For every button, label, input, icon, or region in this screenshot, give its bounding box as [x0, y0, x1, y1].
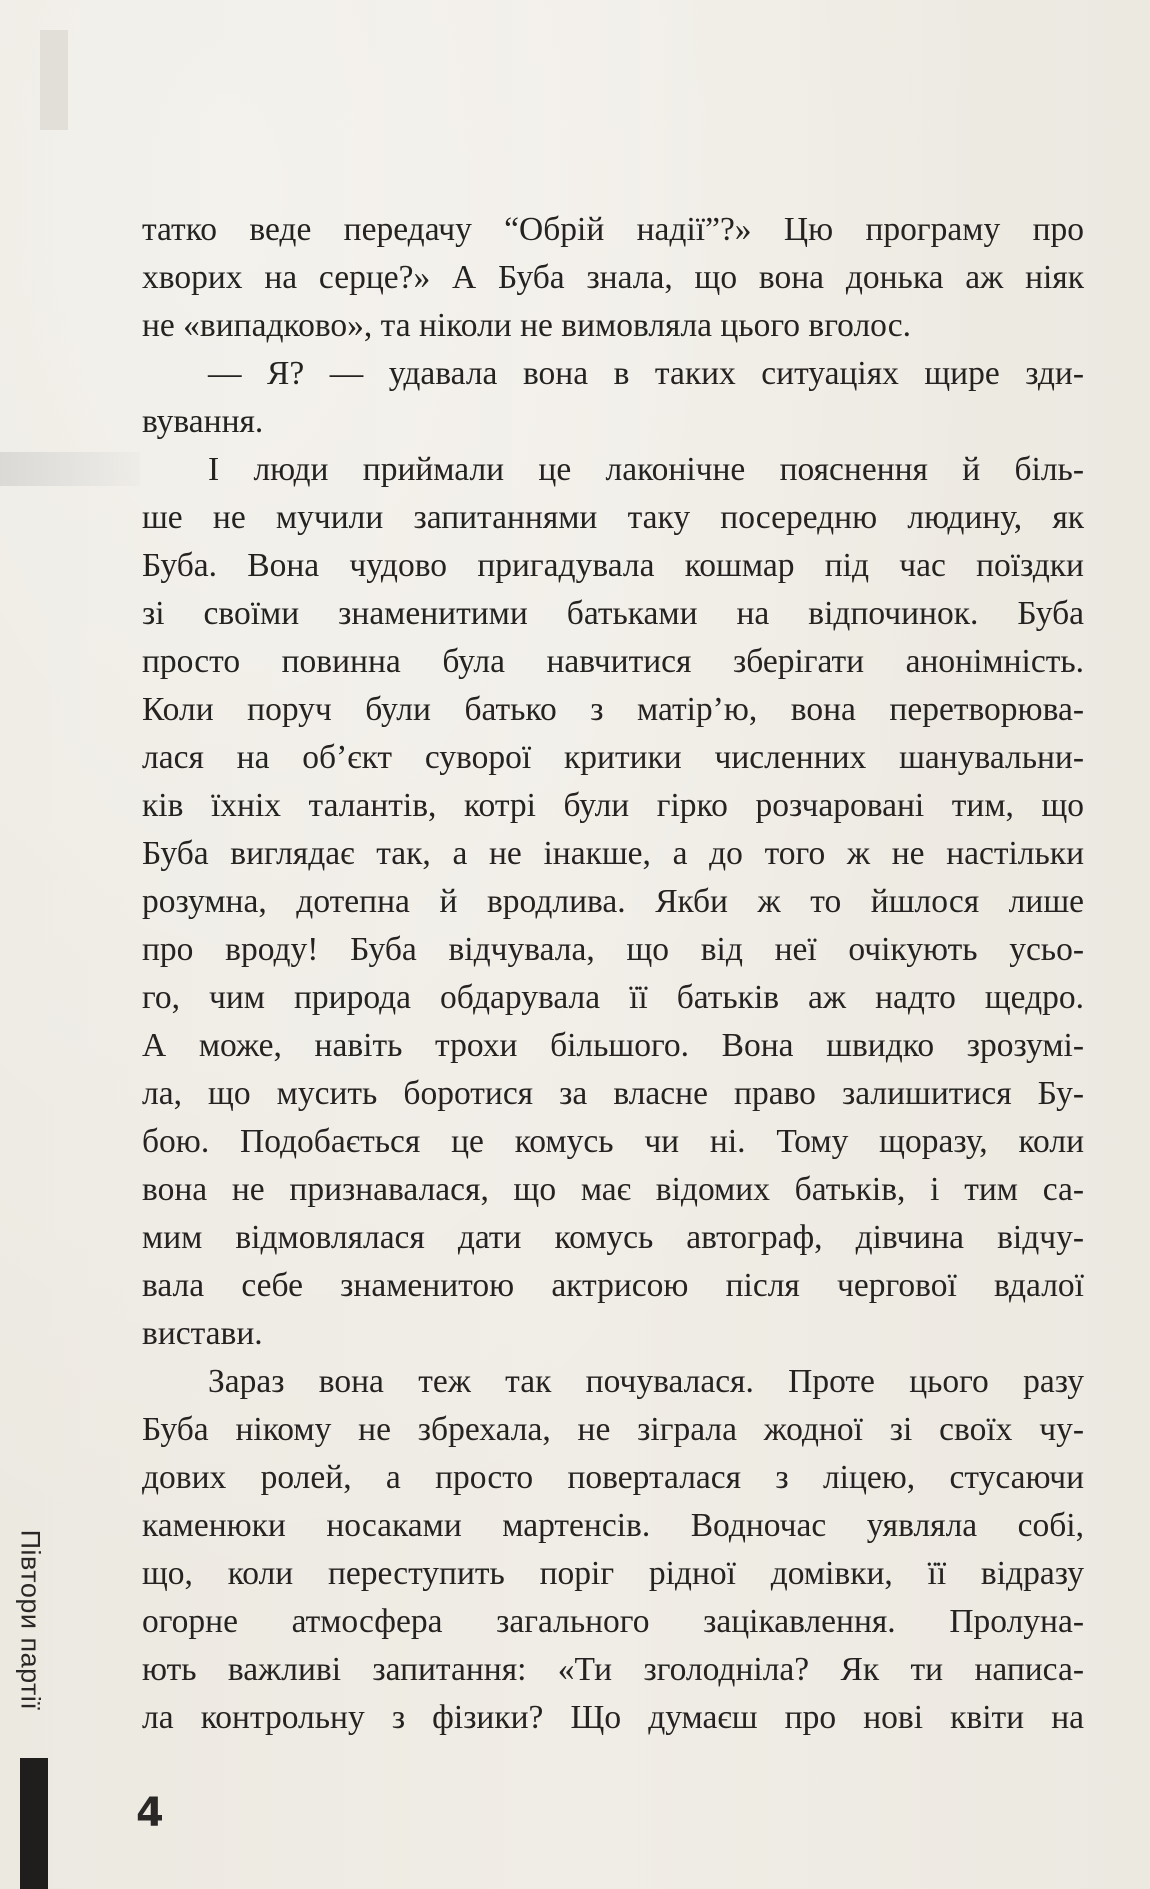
text-line: Буба виглядає так, а не інакше, а до того ж не настільки	[142, 835, 1084, 872]
text-line: вона не признавалася, що має відомих батьків, і тим са-	[142, 1171, 1084, 1208]
show-through-mark	[40, 30, 68, 130]
text-line: хворих на серце?» А Буба знала, що вона донька аж ніяк	[142, 259, 1084, 296]
text-line: мим відмовлялася дати комусь автограф, дівчина відчу-	[142, 1219, 1084, 1256]
text-line: ків їхніх талантів, котрі були гірко розчаровані тим, що	[142, 787, 1084, 824]
body-text	[142, 206, 1084, 1742]
running-title-bar	[20, 1758, 48, 1889]
running-title	[8, 1525, 52, 1715]
text-line: лася на об’єкт суворої критики численних шанувальни-	[142, 739, 1084, 776]
text-line: про вроду! Буба відчувала, що від неї очікують усьо-	[142, 931, 1084, 968]
text-line: бою. Подобається це комусь чи ні. Тому щоразу, коли	[142, 1123, 1084, 1160]
text-line: Буба. Вона чудово пригадувала кошмар під час поїздки	[142, 547, 1084, 584]
text-line: — Я? — удавала вона в таких ситуаціях щире зди-	[208, 355, 1084, 392]
text-line: каменюки носаками мартенсів. Водночас уявляла собі,	[142, 1507, 1084, 1544]
text-line: просто повинна була навчитися зберігати анонімність.	[142, 643, 1084, 680]
text-line: І люди приймали це лаконічне пояснення й біль-	[208, 451, 1084, 488]
text-line: ла контрольну з фізики? Що думаєш про нові квіти на	[142, 1699, 1084, 1736]
running-title-text: Півтори партії	[15, 1529, 46, 1711]
text-line: Коли поруч були батько з матір’ю, вона перетворюва-	[142, 691, 1084, 728]
text-line: ла, що мусить боротися за власне право залишитися Бу-	[142, 1075, 1084, 1112]
text-line: ше не мучили запитаннями таку посередню людину, як	[142, 499, 1084, 536]
text-line: дових ролей, а просто поверталася з ліцею, стусаючи	[142, 1459, 1084, 1496]
text-line: ють важливі запитання: «Ти зголодніла? Як ти написа-	[142, 1651, 1084, 1688]
text-line: вистави.	[142, 1315, 263, 1352]
text-line: розумна, дотепна й вродлива. Якби ж то йшлося лише	[142, 883, 1084, 920]
text-line: татко веде передачу “Обрій надії”?» Цю програму про	[142, 211, 1084, 248]
show-through-bar	[0, 452, 140, 486]
text-line: Буба нікому не збрехала, не зіграла жодної зі своїх чу-	[142, 1411, 1084, 1448]
text-line: вала себе знаменитою актрисою після чергової вдалої	[142, 1267, 1084, 1304]
text-line: го, чим природа обдарувала її батьків аж надто щедро.	[142, 979, 1084, 1016]
text-line: огорне атмосфера загального зацікавлення. Пролуна-	[142, 1603, 1084, 1640]
text-line: вування.	[142, 403, 264, 440]
text-line: Зараз вона теж так почувалася. Проте цього разу	[208, 1363, 1084, 1400]
page-number: 4	[136, 1790, 164, 1836]
text-line: що, коли переступить поріг рідної домівки, її відразу	[142, 1555, 1084, 1592]
text-line: не «випадково», та ніколи не вимовляла цього вголос.	[142, 307, 911, 344]
text-line: зі своїми знаменитими батьками на відпочинок. Буба	[142, 595, 1084, 632]
text-line: А може, навіть трохи більшого. Вона швидко зрозумі-	[142, 1027, 1084, 1064]
